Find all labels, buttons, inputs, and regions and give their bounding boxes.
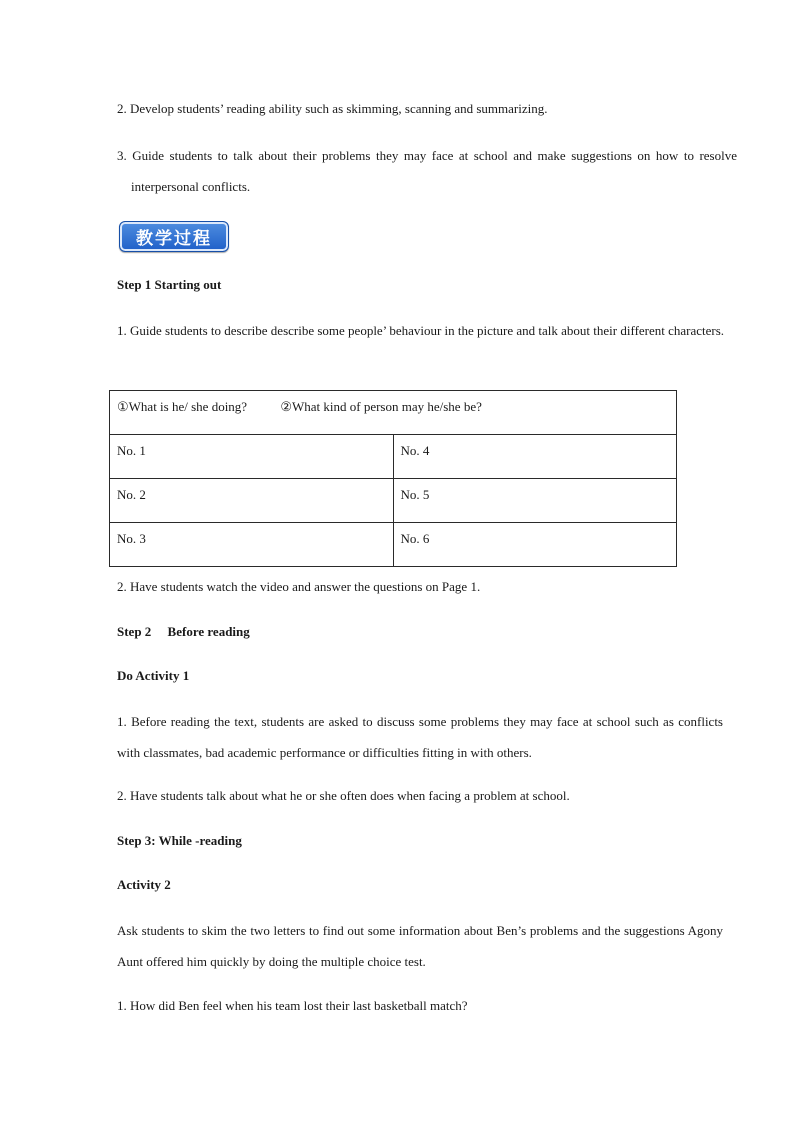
objective-item-2: 2. Develop students’ reading ability such as skimming, scanning and summarizing. (117, 101, 548, 116)
table-cell: No. 4 (393, 435, 677, 479)
table-row (110, 523, 677, 567)
table-header-row (110, 391, 677, 435)
objective-item-3: 3. Guide students to talk about their problems they may face at school and make suggestions on how to resolve interpersonal conflicts. (117, 148, 737, 194)
step3-question-1: 1. How did Ben feel when his team lost their last basketball match? (117, 998, 468, 1013)
step3-activity: Activity 2 (117, 877, 171, 892)
table-row (110, 479, 677, 523)
table-cell: No. 5 (393, 479, 677, 523)
step1-task-2: 2. Have students watch the video and answer the questions on Page 1. (117, 579, 481, 594)
question-1: ①What is he/ she doing? (117, 399, 248, 414)
table-cell: No. 6 (393, 523, 677, 567)
table-row (110, 435, 677, 479)
table-cell: No. 3 (110, 523, 394, 567)
step2-task-2: 2. Have students talk about what he or she often does when facing a problem at school. (117, 788, 570, 803)
teaching-process-badge: 教学过程 (119, 221, 229, 252)
step1-task-1: 1. Guide students to describe describe some people’ behaviour in the picture and talk about their different characters. (117, 323, 725, 338)
table-question-cell (110, 391, 677, 435)
table-cell: No. 2 (110, 479, 394, 523)
table-cell: No. 1 (110, 435, 394, 479)
character-table (109, 390, 677, 567)
step2-heading: Step 2 Before reading (117, 624, 250, 639)
step1-heading: Step 1 Starting out (117, 277, 222, 292)
step2-activity: Do Activity 1 (117, 668, 190, 683)
question-2: ②What kind of person may he/she be? (280, 399, 482, 414)
step3-instruction: Ask students to skim the two letters to find out some information about Ben’s problems and the suggestions Agony Aunt offered him quickly by doing the multiple choice test. (117, 923, 723, 969)
step3-heading: Step 3: While -reading (117, 833, 242, 848)
step2-task-1: 1. Before reading the text, students are asked to discuss some problems they may face at school such as conflicts with classmates, bad academic performance or difficulties fitting in with others. (117, 714, 723, 760)
